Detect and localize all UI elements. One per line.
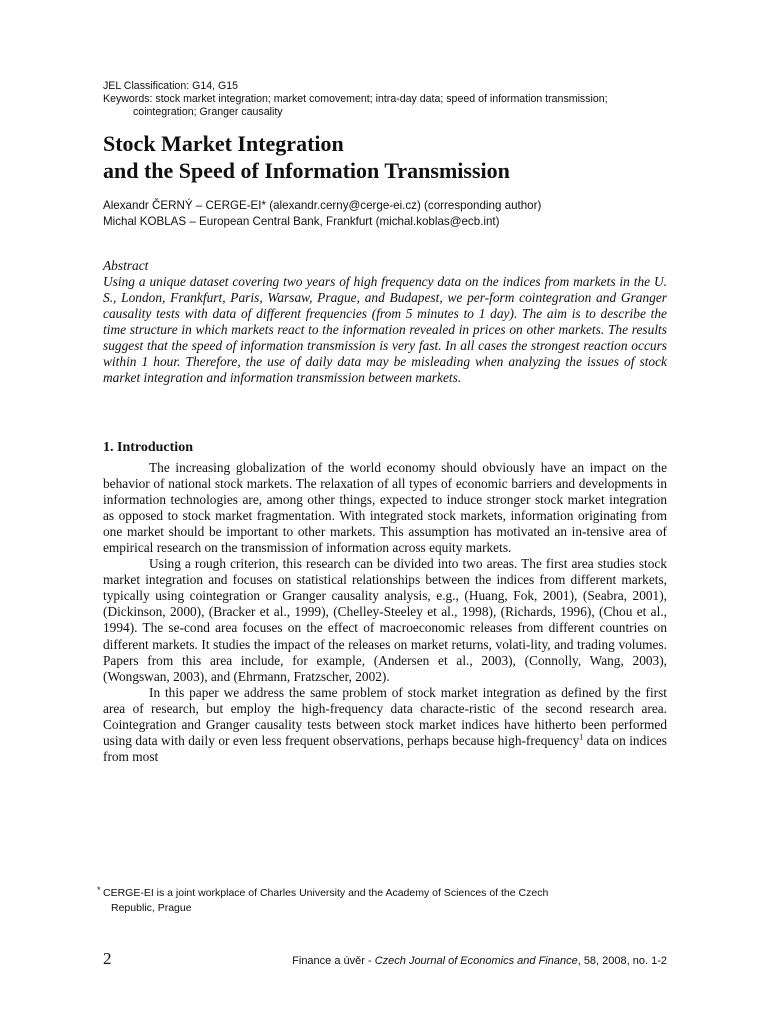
footnote xyxy=(97,885,667,915)
footnote-text-continued: Republic, Prague xyxy=(111,901,192,914)
author-line-1 xyxy=(103,198,683,214)
journal-prefix: Finance a úvěr - xyxy=(292,955,375,967)
journal-footer xyxy=(292,955,667,967)
footnote-reference-1: 1 xyxy=(579,732,584,742)
paragraph-2: Using a rough criterion, this research can be divided into two areas. The first area studies stock market integration and focuses on statistical relationships between the indices from different markets, typically using cointegration or Granger causality analysis, e.g., (Huang, Fok, 2001), (Seabra, 2001), (Dickinson, 2000), (Bracker et al., 1999), (Chelley-Steeley et al., 1998), (Richards, 1996), (Chou et al., 1994). The se-cond area focuses on the effect of macroeconomic releases from different countries on different markets. It studies the impact of the releases on market returns, volati-lity, and trading volumes. Papers from this area include, for example, (Andersen et al., 2003), (Connolly, Wang, 2003), (Wongswan, 2003), and (Ehrmann, Fratzscher, 2002). xyxy=(103,556,667,684)
author-2-first-name: Michal xyxy=(103,215,140,228)
author-1-affiliation: – CERGE-EI* (alexandr.cerny@cerge-ei.cz) (corresponding author) xyxy=(192,199,542,212)
jel-classification: JEL Classification: G14, G15 xyxy=(103,80,239,92)
abstract-label: Abstract xyxy=(103,258,149,273)
footnote-text: CERGE-EI is a joint workplace of Charles University and the Academy of Sciences of the Czech xyxy=(103,887,549,899)
journal-name: Czech Journal of Economics and Finance xyxy=(374,955,578,967)
author-2-affiliation: – European Central Bank, Frankfurt (michal.koblas@ecb.int) xyxy=(186,215,500,228)
page-number: 2 xyxy=(103,949,112,968)
paper-metadata xyxy=(103,80,683,118)
paragraph-3 xyxy=(103,685,667,765)
section-heading-introduction: 1. Introduction xyxy=(103,440,193,455)
keywords-line-1: Keywords: stock market integration; market comovement; intra-day data; speed of information transmission; xyxy=(103,92,608,105)
abstract xyxy=(103,258,667,386)
paragraph-1: The increasing globalization of the world economy should obviously have an impact on the behavior of national stock markets. The relaxation of all types of economic barriers and developments in information technologies are, among other things, expected to induce stronger stock market integration as opposed to stock market fragmentation. With integrated stock markets, information originating from one market should be important to other markets. This assumption has motivated an in-tensive area of empirical research on the transmission of information across equity markets. xyxy=(103,460,667,556)
abstract-text: Using a unique dataset covering two years of high frequency data on the indices from markets in the U. S., London, Frankfurt, Paris, Warsaw, Prague, and Budapest, we per-form cointegration and Granger causality tests with data of different frequencies (from 5 minutes to 1 day). The aim is to describe the time structure in which markets react to the information revealed in prices on other markets. The results suggest that the speed of information transmission is very fast. In all cases the strongest reaction occurs within 1 hour. Therefore, the use of daily data may be misleading when analyzing the issues of stock market integration and information transmission between markets. xyxy=(103,274,667,386)
title-line-1: Stock Market Integration xyxy=(103,131,344,156)
author-2-surname: KOBLAS xyxy=(139,215,187,228)
paragraph-3-text: In this paper we address the same problem of stock market integration as defined by the first area of research, but employ the high-frequency data characte-ristic of the second research area. Cointegration and Granger causality tests between stock market indices have hitherto been performed using data with daily or even less frequent observations, perhaps because high-frequency xyxy=(103,684,667,748)
author-1-surname: ČERNÝ xyxy=(151,199,193,212)
title-line-2: and the Speed of Information Transmission xyxy=(103,158,510,183)
journal-issue: , 58, 2008, no. 1-2 xyxy=(577,955,667,967)
body-text xyxy=(103,460,667,765)
paragraph-3-tail: data on indices from most xyxy=(103,732,667,764)
keywords-line-2: cointegration; Granger causality xyxy=(133,105,283,118)
author-list xyxy=(103,198,683,230)
footnote-mark: * xyxy=(97,885,101,895)
paper-title xyxy=(103,130,683,184)
author-line-2 xyxy=(103,214,683,230)
author-1-first-name: Alexandr xyxy=(103,199,152,212)
